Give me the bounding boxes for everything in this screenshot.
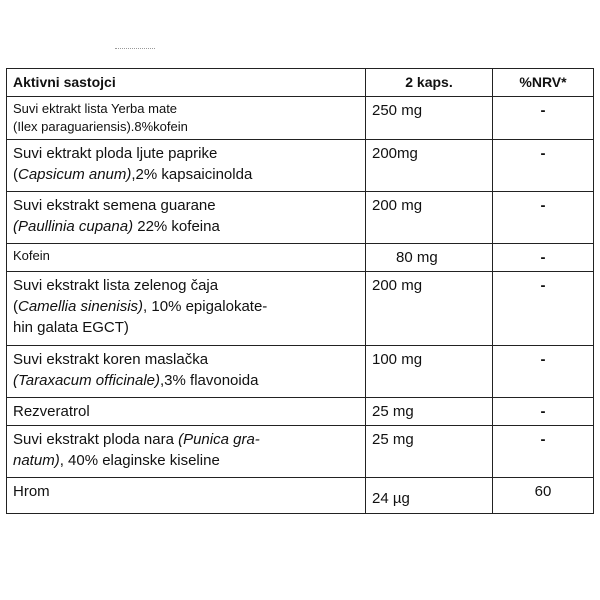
table-row: [7, 426, 594, 478]
ingredient-amount: 250 mg: [366, 97, 493, 140]
ingredient-amount: 200 mg: [366, 192, 493, 244]
header-nrv: %NRV*: [493, 69, 594, 97]
decorative-dotted-mark: [115, 48, 155, 55]
ingredient-amount: 25 mg: [366, 398, 493, 426]
table-row: [7, 346, 594, 398]
ingredient-amount: 25 mg: [366, 426, 493, 478]
table-row: [7, 192, 594, 244]
ingredient-amount: 24 µg: [366, 478, 493, 514]
ingredient-nrv: 60: [493, 478, 594, 514]
ingredient-name: Rezveratrol: [7, 398, 366, 426]
table-row: [7, 272, 594, 346]
ingredient-name: Suvi ekstrakt lista zelenog čaja (Camellia sinenisis), 10% epigalokate- hin galata EGCT): [7, 272, 366, 346]
ingredient-nrv: -: [493, 244, 594, 272]
table-header-row: [7, 69, 594, 97]
header-ingredients: Aktivni sastojci: [7, 69, 366, 97]
ingredient-amount: 200mg: [366, 140, 493, 192]
table-row: [7, 97, 594, 140]
ingredient-nrv: -: [493, 97, 594, 140]
ingredient-name: Suvi ektrakt ploda ljute paprike (Capsicum anum),2% kapsaicinolda: [7, 140, 366, 192]
ingredient-nrv: -: [493, 426, 594, 478]
ingredients-table: [6, 68, 594, 514]
ingredient-amount: 200 mg: [366, 272, 493, 346]
ingredient-nrv: -: [493, 140, 594, 192]
ingredient-nrv: -: [493, 272, 594, 346]
table-row: [7, 478, 594, 514]
ingredient-nrv: -: [493, 346, 594, 398]
ingredient-nrv: -: [493, 192, 594, 244]
header-amount: 2 kaps.: [366, 69, 493, 97]
ingredient-amount: 80 mg: [366, 244, 493, 272]
ingredient-name: Suvi ekstrakt koren maslačka (Taraxacum officinale),3% flavonoida: [7, 346, 366, 398]
table-row: [7, 140, 594, 192]
ingredient-name: Hrom: [7, 478, 366, 514]
table-row: [7, 244, 594, 272]
ingredient-name: Suvi ekstrakt semena guarane (Paullinia cupana) 22% kofeina: [7, 192, 366, 244]
ingredient-name: Suvi ektrakt lista Yerba mate (Ilex paraguariensis).8%kofein: [7, 97, 366, 140]
table-row: [7, 398, 594, 426]
ingredient-nrv: -: [493, 398, 594, 426]
ingredient-name: Suvi ekstrakt ploda nara (Punica gra- natum), 40% elaginske kiseline: [7, 426, 366, 478]
ingredient-amount: 100 mg: [366, 346, 493, 398]
ingredient-name: Kofein: [7, 244, 366, 272]
